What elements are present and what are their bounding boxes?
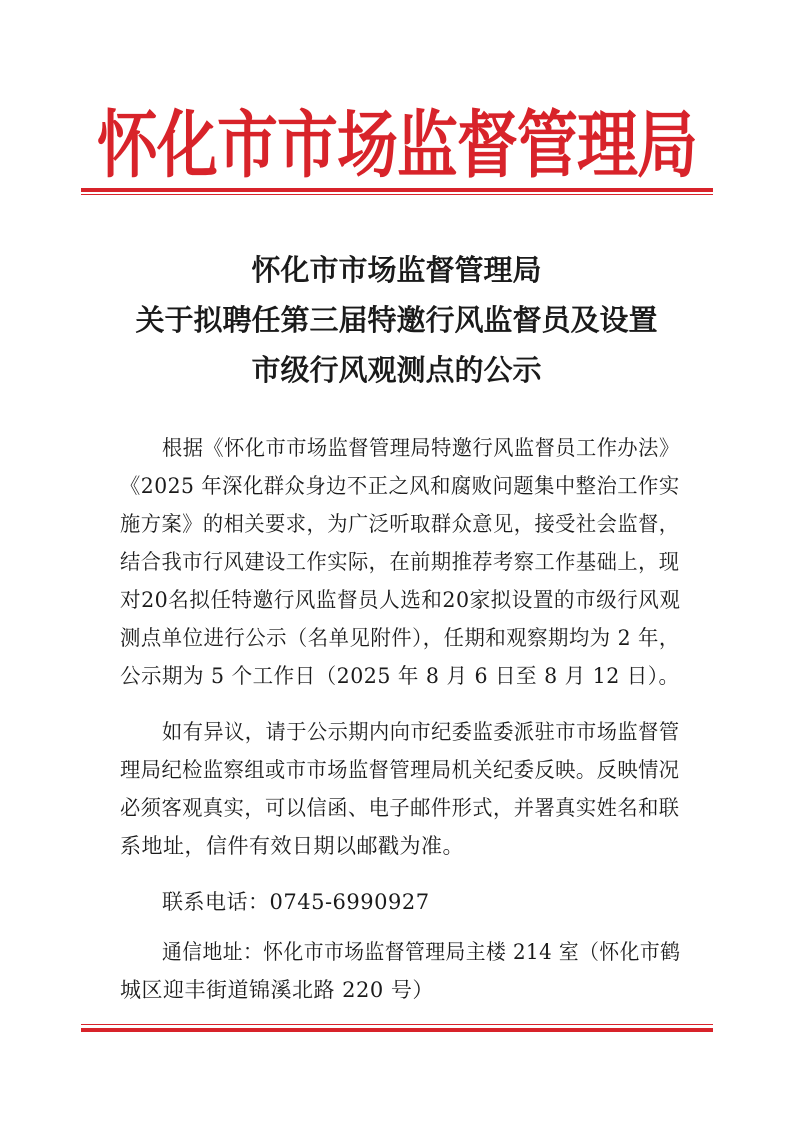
header-divider-thin bbox=[81, 194, 713, 195]
contact-phone bbox=[162, 886, 430, 916]
doc-title-line-2: 关于拟聘任第三届特邀行风监督员及设置 bbox=[135, 303, 658, 337]
body-p2-line-3: 必须客观真实，可以信函、电子邮件形式，并署真实姓名和联 bbox=[120, 796, 680, 820]
address-value-line-1: 怀化市市场监督管理局主楼 214 室（怀化市鹤 bbox=[263, 940, 681, 964]
contact-address-line-2: 城区迎丰街道锦溪北路 220 号） bbox=[120, 978, 434, 1002]
doc-title-line-3: 市级行风观测点的公示 bbox=[251, 353, 542, 387]
body-p2-line-1: 如有异议，请于公示期内向市纪委监委派驻市市场监督管 bbox=[162, 720, 680, 744]
body-p1-line-3: 施方案》的相关要求，为广泛听取群众意见，接受社会监督， bbox=[120, 512, 680, 536]
body-p1-line-7: 公示期为 5 个工作日（2025 年 8 月 6 日至 8 月 12 日）。 bbox=[120, 664, 680, 688]
footer-divider-thick bbox=[81, 1028, 713, 1032]
body-p1-line-2: 《2025 年深化群众身边不正之风和腐败问题集中整治工作实 bbox=[120, 474, 680, 498]
contact-address-line-1 bbox=[162, 936, 680, 966]
body-p1-line-4: 结合我市行风建设工作实际，在前期推荐考察工作基础上，现 bbox=[120, 550, 680, 574]
body-p1-line-6: 测点单位进行公示（名单见附件），任期和观察期均为 2 年， bbox=[120, 626, 680, 650]
phone-label: 联系电话： bbox=[162, 890, 270, 914]
body-p1-line-5: 对20名拟任特邀行风监督员人选和20家拟设置的市级行风观 bbox=[120, 588, 681, 612]
body-p1-line-1: 根据《怀化市市场监督管理局特邀行风监督员工作办法》 bbox=[162, 436, 680, 460]
red-header-org-name: 怀化市市场监督管理局 bbox=[96, 102, 697, 188]
address-label: 通信地址： bbox=[162, 940, 264, 964]
phone-value: 0745-6990927 bbox=[269, 890, 430, 914]
body-p2-line-2: 理局纪检监察组或市市场监督管理局机关纪委反映。反映情况 bbox=[120, 758, 680, 782]
body-p2-line-4: 系地址，信件有效日期以邮戳为准。 bbox=[120, 834, 464, 858]
footer-divider-thin bbox=[81, 1024, 713, 1025]
header-divider-thick bbox=[81, 188, 713, 192]
doc-title-line-1: 怀化市市场监督管理局 bbox=[251, 253, 542, 287]
